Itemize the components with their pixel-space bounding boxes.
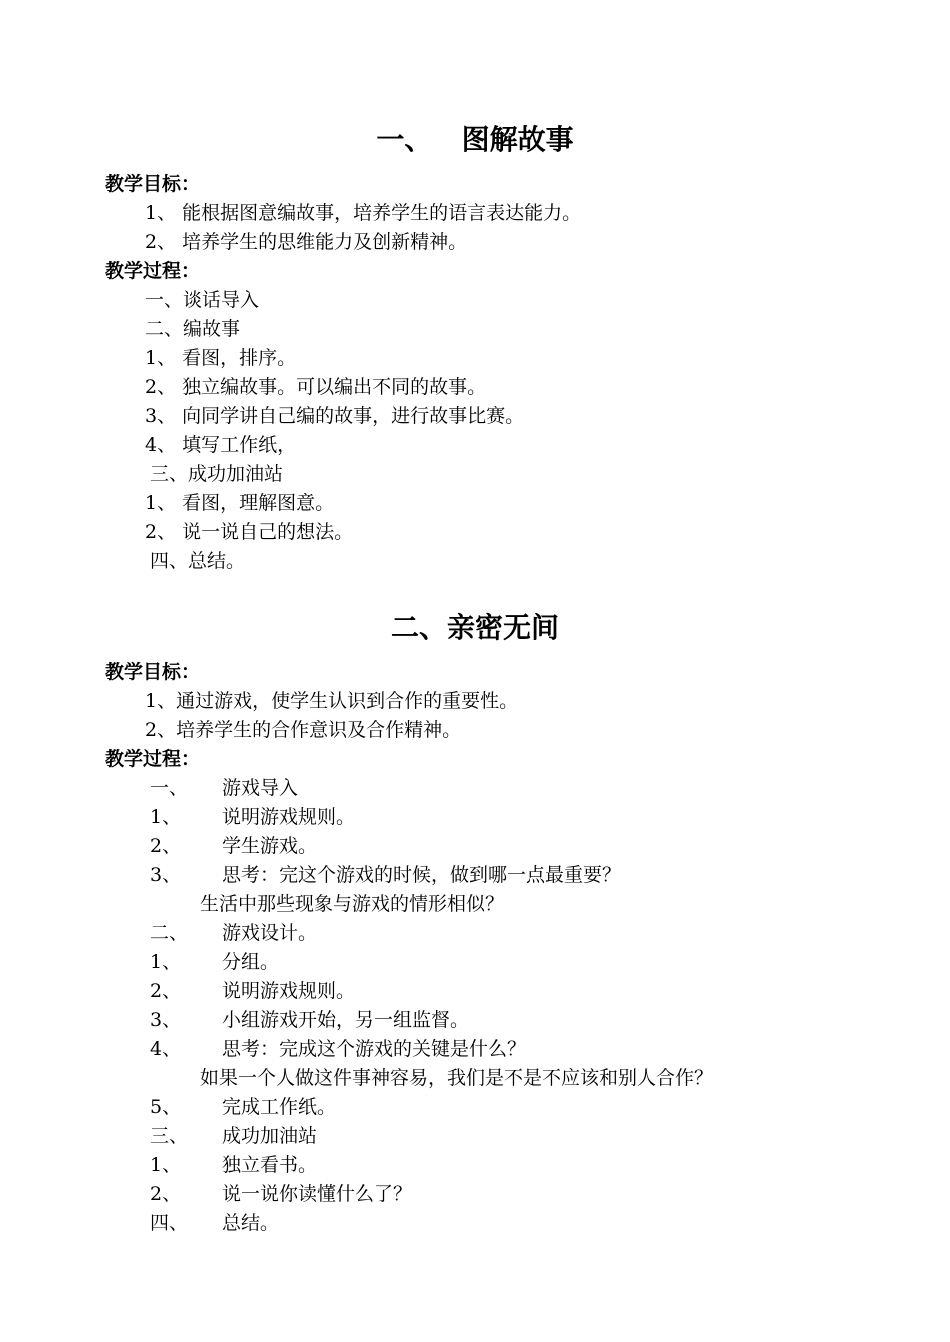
- item-number: 1、: [150, 1154, 182, 1176]
- item-number: 四、: [150, 1212, 189, 1234]
- item-text: 完成工作纸。: [222, 1096, 337, 1118]
- item-text: 分组。: [222, 951, 280, 973]
- process-item: [0, 919, 950, 948]
- item-text: 说明游戏规则。: [222, 980, 356, 1002]
- item-number: 2、: [150, 980, 182, 1002]
- item-text: 思考：完成这个游戏的关键是什么？: [222, 1038, 527, 1060]
- process-item: 2、 独立编故事。可以编出不同的故事。: [145, 376, 487, 398]
- process-item: [0, 803, 950, 832]
- process-item: 二、编故事: [145, 318, 241, 340]
- item-text: 游戏导入: [222, 777, 299, 799]
- item-text: 思考：完这个游戏的时候，做到哪一点最重要？: [222, 864, 622, 886]
- process-item: [0, 1006, 950, 1035]
- section-close-cooperation: [0, 606, 950, 1238]
- process-item: [0, 774, 950, 803]
- item-number: 4、: [150, 1038, 182, 1060]
- goals-heading: 教学目标：: [105, 661, 201, 683]
- process-item: [0, 1093, 950, 1122]
- item-text: 总结。: [222, 1212, 280, 1234]
- process-item: 四、总结。: [150, 550, 246, 572]
- item-number: 一、: [150, 777, 189, 799]
- process-item: [0, 1122, 950, 1151]
- goal-item: 1、 能根据图意编故事，培养学生的语言表达能力。: [145, 202, 582, 224]
- item-number: 3、: [150, 864, 182, 886]
- item-number: 二、: [150, 922, 189, 944]
- process-item: 一、谈话导入: [145, 289, 260, 311]
- process-item: [0, 861, 950, 890]
- process-item: [0, 1035, 950, 1064]
- process-item: [0, 948, 950, 977]
- process-item: [0, 1209, 950, 1238]
- process-item: 三、成功加油站: [150, 463, 284, 485]
- item-text: 说明游戏规则。: [222, 806, 356, 828]
- process-heading: 教学过程：: [105, 748, 201, 770]
- process-item: 4、 填写工作纸，: [145, 434, 297, 456]
- item-text: 成功加油站: [222, 1125, 318, 1147]
- section-picture-story: [0, 118, 950, 576]
- goal-item: 2、 培养学生的思维能力及创新精神。: [145, 231, 468, 253]
- process-item: 2、 说一说自己的想法。: [145, 521, 354, 543]
- item-number: 2、: [150, 1183, 182, 1205]
- process-item: [0, 1180, 950, 1209]
- process-item: 3、 向同学讲自己编的故事，进行故事比赛。: [145, 405, 525, 427]
- item-text: 说一说你读懂什么了？: [222, 1183, 413, 1205]
- item-number: 3、: [150, 1009, 182, 1031]
- process-item-continuation: 如果一个人做这件事神容易，我们是不是不应该和别人合作？: [200, 1067, 714, 1089]
- process-item: [0, 832, 950, 861]
- process-item: [0, 1151, 950, 1180]
- item-number: 1、: [150, 806, 182, 828]
- item-text: 小组游戏开始，另一组监督。: [222, 1009, 470, 1031]
- item-text: 独立看书。: [222, 1154, 318, 1176]
- item-number: 5、: [150, 1096, 182, 1118]
- goal-item: 2、培养学生的合作意识及合作精神。: [145, 719, 462, 741]
- item-number: 三、: [150, 1125, 189, 1147]
- item-number: 2、: [150, 835, 182, 857]
- item-text: 游戏设计。: [222, 922, 318, 944]
- process-item: [0, 977, 950, 1006]
- section-title: 二、亲密无间: [390, 611, 559, 644]
- process-item: 1、 看图，排序。: [145, 347, 297, 369]
- goals-heading: 教学目标：: [105, 173, 201, 195]
- item-number: 1、: [150, 951, 182, 973]
- goal-item: 1、通过游戏，使学生认识到合作的重要性。: [145, 690, 519, 712]
- process-heading: 教学过程：: [105, 260, 201, 282]
- item-text: 学生游戏。: [222, 835, 318, 857]
- process-item-continuation: 生活中那些现象与游戏的情形相似？: [200, 893, 505, 915]
- section-title: 一、 图解故事: [376, 123, 574, 156]
- process-item: 1、 看图，理解图意。: [145, 492, 335, 514]
